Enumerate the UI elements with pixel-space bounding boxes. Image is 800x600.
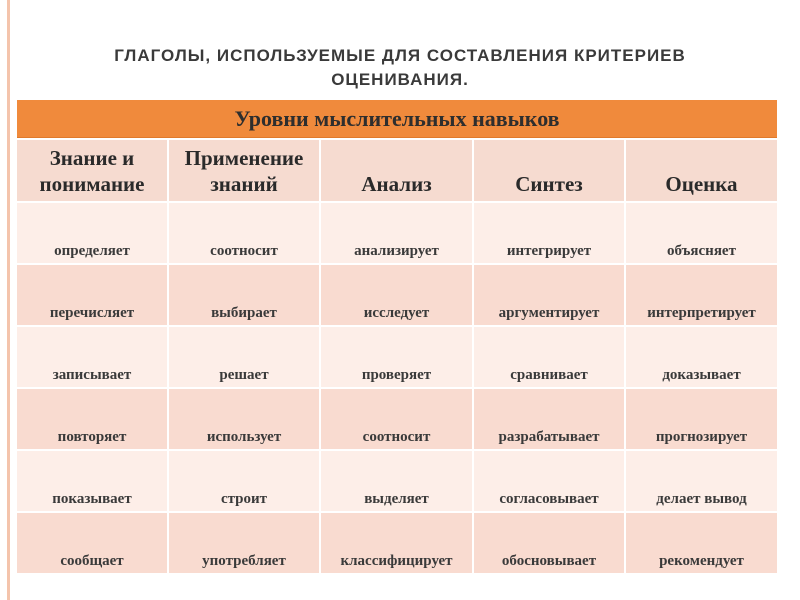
table-cell: доказывает — [626, 327, 777, 389]
column-header-application — [169, 140, 321, 203]
column-header-line: знаний — [210, 172, 278, 196]
column-header-synthesis — [474, 140, 626, 203]
table-row — [17, 513, 777, 575]
table-cell: рекомендует — [626, 513, 777, 575]
column-header-line: Знание и — [49, 146, 135, 170]
column-header-knowledge — [17, 140, 169, 203]
table-cell: показывает — [17, 451, 169, 513]
table-cell: анализирует — [321, 203, 474, 265]
table-cell: употребляет — [169, 513, 321, 575]
table-cell: сообщает — [17, 513, 169, 575]
slide-title-line2: ОЦЕНИВАНИЯ. — [331, 70, 469, 89]
table-header-row — [17, 140, 777, 203]
table-cell: определяет — [17, 203, 169, 265]
column-header-line: Применение — [184, 146, 304, 170]
table-cell: выделяет — [321, 451, 474, 513]
table-cell: строит — [169, 451, 321, 513]
table-row — [17, 265, 777, 327]
table-cell: исследует — [321, 265, 474, 327]
table-cell: записывает — [17, 327, 169, 389]
table-cell: аргументирует — [474, 265, 626, 327]
column-header-line: Анализ — [361, 172, 432, 196]
table-cell: сравнивает — [474, 327, 626, 389]
column-header-analysis — [321, 140, 474, 203]
verbs-table — [17, 140, 777, 575]
column-header-line: Оценка — [665, 172, 738, 196]
table-cell: согласовывает — [474, 451, 626, 513]
table-cell: интегрирует — [474, 203, 626, 265]
table-row — [17, 327, 777, 389]
table-cell: проверяет — [321, 327, 474, 389]
table-cell: делает вывод — [626, 451, 777, 513]
column-header-evaluation — [626, 140, 777, 203]
table-row — [17, 389, 777, 451]
table-cell: перечисляет — [17, 265, 169, 327]
table-cell: разрабатывает — [474, 389, 626, 451]
table-cell: прогнозирует — [626, 389, 777, 451]
table-cell: повторяет — [17, 389, 169, 451]
slide-title-line1: ГЛАГОЛЫ, ИСПОЛЬЗУЕМЫЕ ДЛЯ СОСТАВЛЕНИЯ КРИТЕРИЕВ — [114, 46, 686, 65]
table-cell: соотносит — [321, 389, 474, 451]
column-header-line: Синтез — [515, 172, 583, 196]
table-cell: объясняет — [626, 203, 777, 265]
table-cell: выбирает — [169, 265, 321, 327]
table-cell: соотносит — [169, 203, 321, 265]
table-cell: использует — [169, 389, 321, 451]
table-caption: Уровни мыслительных навыков — [17, 100, 777, 138]
table-row — [17, 203, 777, 265]
table-cell: классифицирует — [321, 513, 474, 575]
table-cell: обосновывает — [474, 513, 626, 575]
slide-left-border — [7, 0, 10, 600]
table-cell: решает — [169, 327, 321, 389]
table-row — [17, 451, 777, 513]
column-header-line: понимание — [39, 172, 145, 196]
slide-title — [30, 44, 770, 92]
table-cell: интерпретирует — [626, 265, 777, 327]
